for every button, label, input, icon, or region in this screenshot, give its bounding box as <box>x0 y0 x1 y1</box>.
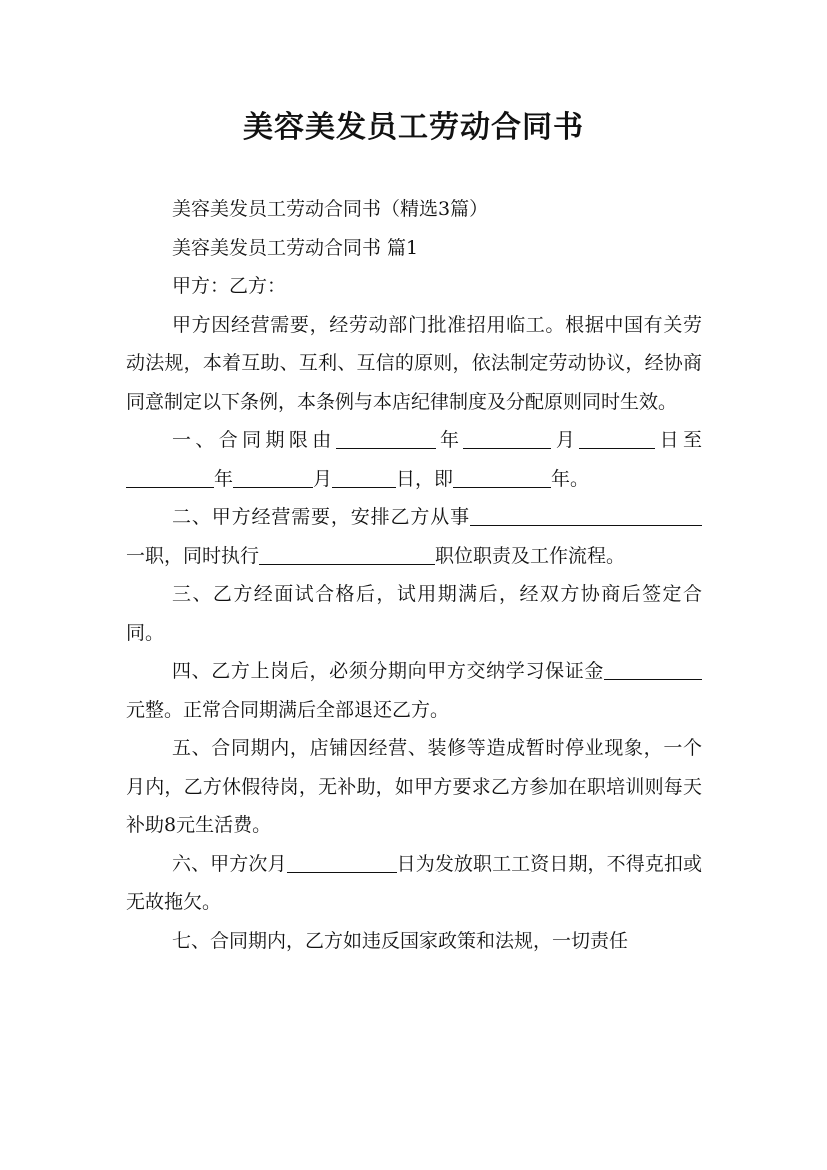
clause-2 <box>126 498 702 575</box>
end-day-blank[interactable] <box>332 468 396 488</box>
clause-7: 七、合同期内，乙方如违反国家政策和法规，一切责任 <box>172 929 629 952</box>
clause-4-suffix: 元整。正常合同期满后全部退还乙方。 <box>126 698 450 721</box>
document-title: 美容美发员工劳动合同书 <box>243 110 584 145</box>
clause-3: 三、乙方经面试合格后，试用期满后，经双方协商后签定合同。 <box>126 583 702 644</box>
clause-6-prefix: 六、甲方次月 <box>172 852 287 875</box>
clause-1-prefix: 一、合同期限由 <box>172 429 336 451</box>
clause-1-day-to-label: 日至 <box>655 429 702 451</box>
job-position-blank[interactable] <box>470 506 702 526</box>
clause-1 <box>126 421 702 498</box>
clause-6 <box>126 845 702 922</box>
document-body <box>126 190 702 960</box>
parties-line: 甲方：乙方： <box>172 275 287 297</box>
clause-4 <box>126 652 702 729</box>
duty-blank[interactable] <box>259 545 435 565</box>
clause-1-day-comma-label: 日，即 <box>396 467 454 490</box>
clause-2-mid: 一职，同时执行 <box>126 544 260 567</box>
clause-1-month2-label: 月 <box>313 467 333 490</box>
clause-1-month-label: 月 <box>551 429 580 451</box>
clause-1-year-label: 年 <box>435 429 464 451</box>
start-year-blank[interactable] <box>336 429 436 449</box>
clause-5: 五、合同期内，店铺因经营、装修等造成暂时停业现象，一个月内，乙方休假待岗，无补助，如甲方要求乙方参加在职培训则每天补助8元生活费。 <box>126 737 702 836</box>
clause-1-year-end-label: 年。 <box>551 467 590 490</box>
deposit-amount-blank[interactable] <box>604 660 702 680</box>
end-year-blank[interactable] <box>126 468 214 488</box>
end-month-blank[interactable] <box>233 468 313 488</box>
clause-4-prefix: 四、乙方上岗后，必须分期向甲方交纳学习保证金 <box>172 660 604 682</box>
clause-2-suffix: 职位职责及工作流程。 <box>435 544 626 567</box>
subtitle-line: 美容美发员工劳动合同书（精选3篇） <box>172 198 489 220</box>
payday-blank[interactable] <box>287 853 397 873</box>
clause-6-suffix: 日为发放职工工资日期，不得克扣或无故拖欠。 <box>126 852 702 913</box>
start-day-blank[interactable] <box>579 429 655 449</box>
intro-paragraph: 甲方因经营需要，经劳动部门批准招用临工。根据中国有关劳动法规，本着互助、互利、互信的原则，依法制定劳动协议，经协商同意制定以下条例，本条例与本店纪律制度及分配原则同时生效。 <box>126 313 702 413</box>
clause-1-year2-label: 年 <box>214 467 234 490</box>
start-month-blank[interactable] <box>463 429 551 449</box>
clause-2-prefix: 二、甲方经营需要，安排乙方从事 <box>172 506 470 528</box>
term-years-blank[interactable] <box>453 468 551 488</box>
section-heading: 美容美发员工劳动合同书 篇1 <box>172 236 419 259</box>
